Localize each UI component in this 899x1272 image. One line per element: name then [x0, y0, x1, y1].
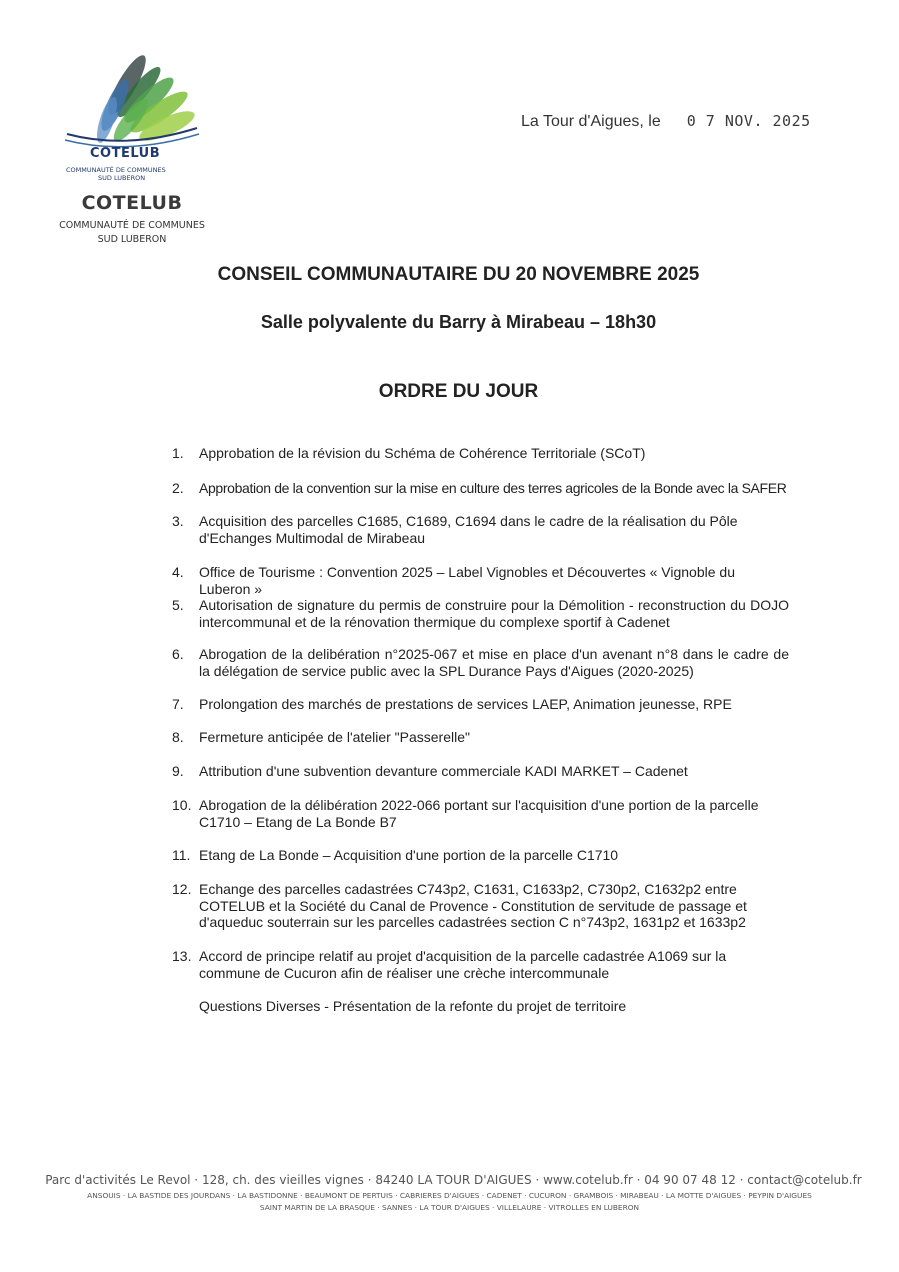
agenda-item-text: Etang de La Bonde – Acquisition d'une portion de la parcelle C1710	[199, 847, 619, 863]
agenda-item-text: Abrogation de la délibération 2022-066 portant sur l'acquisition d'une portion de la parcelle C1710 – Etang de La Bonde B7	[199, 797, 759, 830]
agenda-item-number: 4.	[172, 564, 184, 580]
agenda-item-number: 11.	[172, 847, 191, 863]
footer-address	[0, 1173, 899, 1187]
cotelub-logo	[59, 50, 212, 245]
venue-heading-text: Salle polyvalente du Barry à Mirabeau – 18h30	[260, 312, 657, 332]
agenda-item-number: 8.	[172, 729, 184, 745]
footer-communes-2: SAINT MARTIN DE LA BRASQUE · SANNES · LA TOUR D'AIGUES · VILLELAURE · VITROLLES EN LUBERON	[259, 1203, 640, 1212]
agenda-item-number: 6.	[172, 646, 184, 662]
venue-heading	[0, 312, 899, 333]
footer-address-text: Parc d'activités Le Revol · 128, ch. des vieilles vignes · 84240 LA TOUR D'AIGUES · www.cotelub.fr · 04 90 07 48 12 · contact@cotelub.fr	[45, 1173, 862, 1187]
brand-subtitle-2: SUD LUBERON	[97, 234, 167, 245]
agenda-heading-text: ORDRE DU JOUR	[378, 381, 539, 402]
logo-inner-brand: COTELUB	[90, 146, 161, 161]
agenda-item-number: 5.	[172, 597, 184, 613]
agenda-item-text: Acquisition des parcelles C1685, C1689, C1694 dans le cadre de la réalisation du Pôle d'Echanges Multimodal de Mirabeau	[199, 513, 738, 546]
logo-inner-subtitle-2: SUD LUBERON	[98, 174, 146, 182]
agenda-item-number: 2.	[172, 480, 184, 496]
agenda-item-number: 9.	[172, 763, 184, 779]
place-date-line	[521, 112, 811, 131]
misc-questions: Questions Diverses - Présentation de la refonte du projet de territoire	[199, 998, 627, 1014]
agenda-item-text: Approbation de la convention sur la mise en culture des terres agricoles de la Bonde avec la SAFER	[199, 480, 787, 496]
agenda-item-text: Accord de principe relatif au projet d'acquisition de la parcelle cadastrée A1069 sur la commune de Cucuron afin de réaliser une crèche intercommunale	[199, 948, 727, 981]
agenda-item-number: 13.	[172, 948, 192, 964]
agenda-item-number: 3.	[172, 513, 184, 529]
page-title-text: CONSEIL COMMUNAUTAIRE DU 20 NOVEMBRE 2025	[217, 264, 700, 285]
agenda-item-number: 10.	[172, 797, 192, 813]
agenda-heading	[0, 381, 899, 403]
footer-communes: ANSOUIS · LA BASTIDE DES JOURDANS · LA BASTIDONNE · BEAUMONT DE PERTUIS · CABRIERES D'AIGUES · CADENET · CUCURON · GRAMBOIS · MIRABEAU · LA MOTTE D'AIGUES · PEYPIN D'AIGUES	[87, 1191, 812, 1200]
agenda-item-number: 1.	[172, 445, 184, 461]
place-label: La Tour d'Aigues, le	[521, 113, 661, 130]
date-stamp: 0 7 NOV. 2025	[686, 112, 811, 130]
page-title	[0, 264, 899, 286]
agenda-item-text: Prolongation des marchés de prestations de services LAEP, Animation jeunesse, RPE	[199, 696, 732, 712]
agenda-item-text: Office de Tourisme : Convention 2025 – Label Vignobles et Découvertes « Vignoble du Luberon »	[199, 564, 735, 597]
brand-name: COTELUB	[81, 192, 183, 214]
agenda-item-text: Autorisation de signature du permis de construire pour la Démolition - reconstruction du DOJO intercommunal et de la rénovation thermique du complexe sportif à Cadenet	[199, 597, 789, 630]
brand-subtitle: COMMUNAUTÉ DE COMMUNES	[59, 220, 205, 231]
agenda-item-number: 12.	[172, 881, 192, 897]
logo-inner-subtitle: COMMUNAUTÉ DE COMMUNES	[66, 166, 166, 174]
agenda-item-text: Fermeture anticipée de l'atelier "Passerelle"	[199, 729, 470, 745]
agenda-item-text: Attribution d'une subvention devanture commerciale KADI MARKET – Cadenet	[199, 763, 688, 779]
agenda-item-text: Approbation de la révision du Schéma de Cohérence Territoriale (SCoT)	[199, 445, 646, 461]
agenda-item-text: Echange des parcelles cadastrées C743p2, C1631, C1633p2, C730p2, C1632p2 entre COTELUB et la Société du Canal de Provence - Constitution de servitude de passage et d'aqueduc souterrain sur les parcelles cadastrées section C n°743p2, 1631p2 et 1633p2	[199, 881, 747, 930]
agenda-item-text: Abrogation de la delibération n°2025-067 et mise en place d'un avenant n°8 dans le cadre de la délégation de service public avec la SPL Durance Pays d'Aigues (2020-2025)	[199, 646, 789, 679]
agenda-item-number: 7.	[172, 696, 184, 712]
